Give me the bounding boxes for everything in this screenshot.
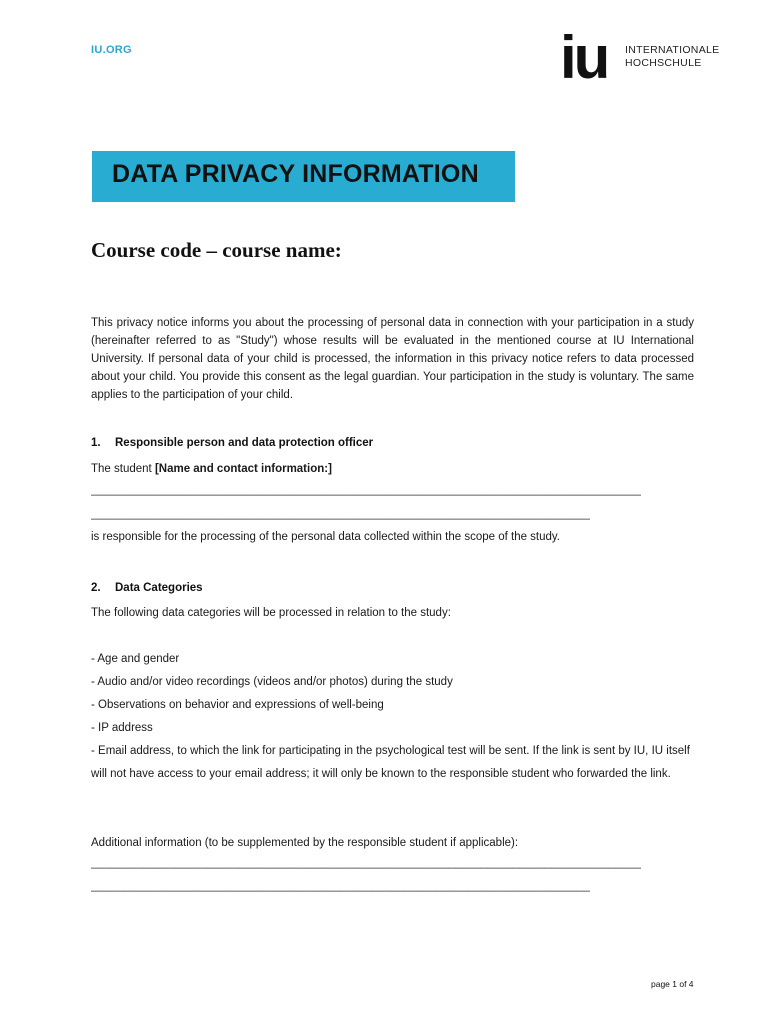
list-item: - Observations on behavior and expressions of well-being [91, 699, 384, 711]
section-1-number: 1. [91, 437, 101, 449]
title-banner [92, 151, 515, 202]
logo-line-2: HOCHSCHULE [625, 57, 702, 69]
page-number: page 1 of 4 [651, 979, 694, 989]
list-item: - Age and gender [91, 653, 180, 665]
blank-line: ______________________________________________________________________________ [91, 508, 590, 520]
logo-mark: iu [560, 24, 608, 91]
student-placeholder: [Name and contact information:] [154, 463, 332, 475]
section-2-intro: The following data categories will be processed in relation to the study: [91, 607, 451, 619]
section-2-heading [91, 582, 203, 594]
section-1-heading [91, 437, 373, 449]
list-item: - Email address, to which the link for participating in the psychological test will be sent. If the link is sent by IU, IU itself will not have access to your email address; it will only be known to the responsible student who forwarded the link. [91, 745, 690, 780]
additional-info-label: Additional information (to be supplemented by the responsible student if applicable): [91, 837, 519, 849]
section-2-number: 2. [91, 582, 101, 594]
page-title: DATA PRIVACY INFORMATION [112, 160, 479, 188]
blank-line: ______________________________________________________________________________ [91, 880, 590, 892]
data-category-list [91, 648, 694, 786]
logo-text [625, 44, 719, 70]
responsible-text: is responsible for the processing of the personal data collected within the scope of the study. [91, 531, 561, 543]
student-prefix: The student [91, 463, 155, 475]
list-item: - Audio and/or video recordings (videos and/or photos) during the study [91, 676, 453, 688]
blank-line: ______________________________________________________________________________________ [91, 857, 642, 869]
section-1-title: Responsible person and data protection officer [115, 437, 374, 449]
course-heading: Course code – course name: [91, 238, 342, 262]
student-line [91, 460, 694, 478]
intro-paragraph: This privacy notice informs you about the processing of personal data in connection with your participation in a study (hereinafter referred to as "Study") whose results will be evaluated in the mentioned course at IU International University. If personal data of your child is processed, the information in this privacy notice refers to data processed about your child. You provide this consent as the legal guardian. Your participation in the study is voluntary. The same applies to the participation of your child. [91, 317, 694, 401]
blank-line: ______________________________________________________________________________________ [91, 484, 642, 496]
section-2-title: Data Categories [115, 582, 203, 594]
list-item: - IP address [91, 722, 153, 734]
website-url[interactable]: IU.ORG [91, 44, 132, 56]
logo-line-1: INTERNATIONALE [625, 44, 720, 56]
